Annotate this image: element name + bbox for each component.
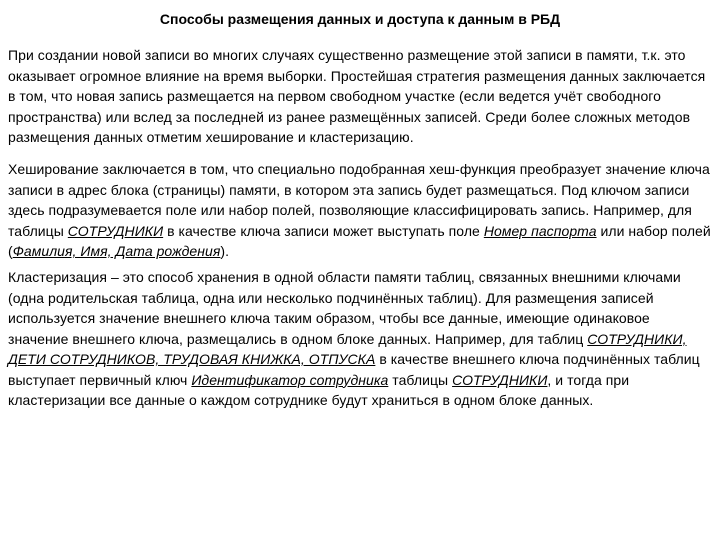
paragraph-text: , и тогда при кластеризации все данные о каждом сотруднике будут храниться в одном блоке данных. <box>8 371 630 408</box>
table-ref-employees: СОТРУДНИКИ <box>452 371 548 388</box>
field-ref-name-fields: Фамилия, Имя, Дата рождения <box>12 243 221 259</box>
paragraph-text: При создании новой записи во многих случаях существенно размещение этой записи в памяти, т.к. это оказывает огромное влияние на время выборки. Простейшая стратегия размещения данных заключается в том, что новая запись размещается на первом свободном участке (если ведется учёт свободного пространства) или вслед за последней из ранее размещённых записей. Среди более сложных методов размещения данных отметим хеширование и кластеризацию. <box>8 47 706 145</box>
paragraph-text: Кластеризация – это способ хранения в одной области памяти таблиц, связанных внешними ключами (одна родительская таблица, одна или несколько подчинённых таблиц). Для размещения записей используется значение внешнего ключа таким образом, чтобы все данные, имеющие одинаковое значение внешнего ключа, размещались в одном блоке данных. Например, для таблиц <box>8 269 681 347</box>
paragraph-text: в качестве ключа записи может выступать поле <box>163 222 484 239</box>
field-ref-passport-number: Номер паспорта <box>483 222 597 239</box>
paragraph-text: в качестве внешнего ключа подчинённых таблиц выступает первичный ключ <box>8 351 700 388</box>
paragraph-text: Хеширование заключается в том, что специально подобранная хеш-функция преобразует значение ключа записи в адрес блока (страницы) памяти, в котором эта запись будет размещаться. Под ключом записи здесь подразумевается поле или набор полей, позволяющие классифицировать запись. Например, для таблицы <box>8 161 710 239</box>
page-title: Способы размещения данных и доступа к данным в РБД <box>159 11 561 27</box>
field-ref-employee-id: Идентификатор сотрудника <box>191 371 389 388</box>
paragraph-text: ). <box>220 243 230 259</box>
paragraph-text: или набор полей ( <box>8 222 711 259</box>
paragraph-text: таблицы <box>388 371 453 388</box>
table-ref-employees: СОТРУДНИКИ <box>67 222 164 239</box>
paragraph-placement-intro <box>8 45 712 148</box>
table-ref-list: СОТРУДНИКИ, ДЕТИ СОТРУДНИКОВ, ТРУДОВАЯ КНИЖКА, ОТПУСКА <box>8 330 687 367</box>
paragraph-clustering <box>8 267 712 411</box>
paragraph-hashing <box>8 159 712 262</box>
